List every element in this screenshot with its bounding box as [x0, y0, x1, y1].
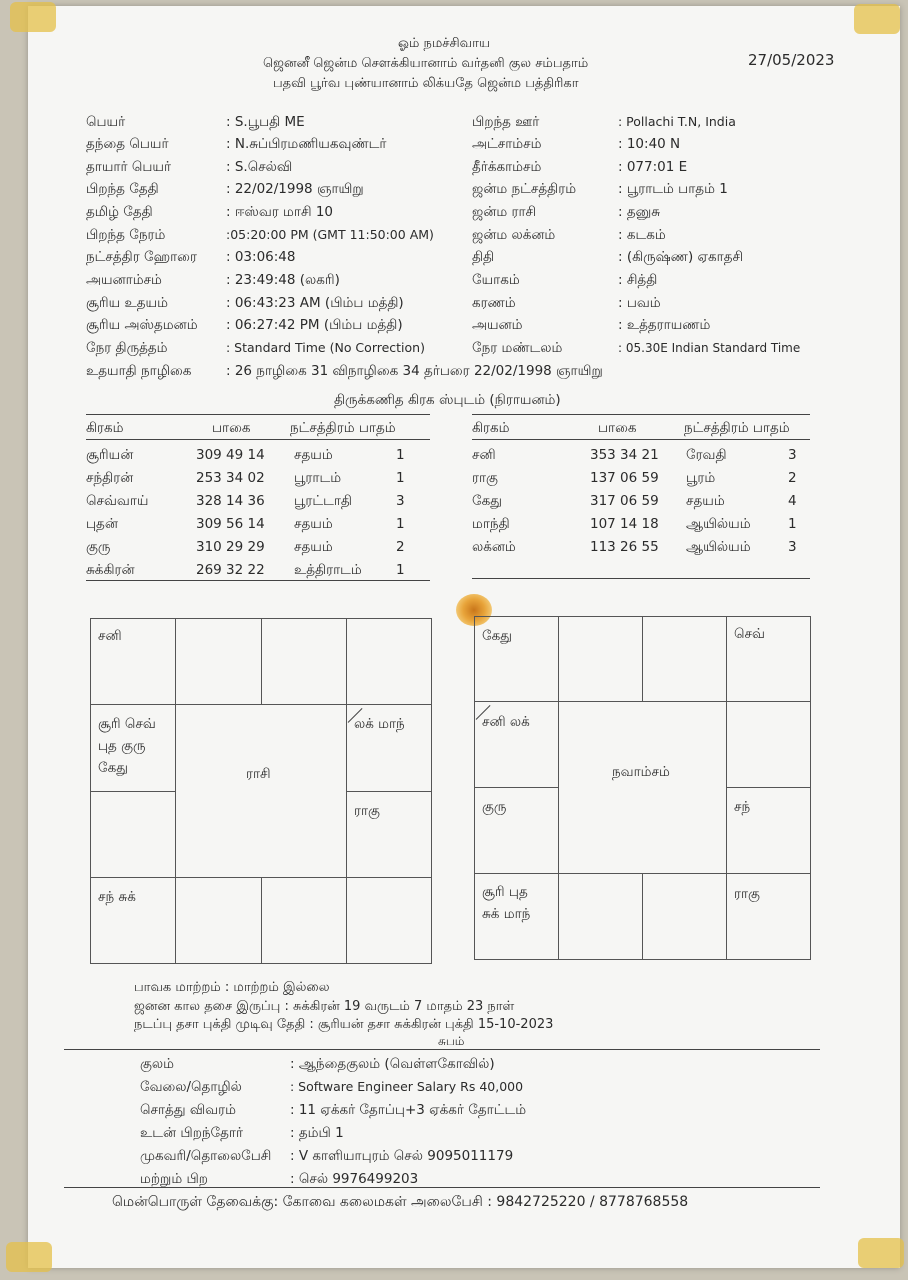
row-degree: 269 32 22: [196, 562, 265, 578]
detail-label: ஜன்ம ராசி: [472, 204, 537, 220]
navamsa-house-10-line2: சுக் மாந்: [482, 906, 531, 922]
detail-label: அட்சாம்சம்: [472, 136, 542, 152]
detail-label: திதி: [472, 249, 495, 265]
rasi-house-1: சனி: [98, 628, 122, 644]
col-header-degree: பாகை: [598, 420, 637, 436]
detail-label: கரணம்: [472, 295, 516, 311]
detail-value: : 06:43:23 AM (பிம்ப மத்தி): [226, 295, 404, 311]
row-planet: புதன்: [86, 516, 118, 532]
navamsa-center: நவாம்சம்: [612, 764, 670, 780]
detail-value: : V காளியாபுரம் செல் 9095011179: [290, 1148, 514, 1164]
detail-value: : Software Engineer Salary Rs 40,000: [290, 1079, 524, 1094]
row-degree: 353 34 21: [590, 447, 659, 463]
row-planet: சூரியன்: [86, 447, 134, 463]
row-planet: சந்திரன்: [86, 470, 134, 486]
row-star: உத்திராடம்: [294, 562, 362, 578]
table-rule: [86, 580, 430, 581]
col-header-planet: கிரகம்: [86, 420, 124, 436]
detail-value: :05:20:00 PM (GMT 11:50:00 AM): [226, 227, 434, 242]
detail-label: பிறந்த நேரம்: [86, 227, 166, 243]
current-dasa: நடப்பு தசா புக்தி முடிவு தேதி : சூரியன் தசா சுக்கிரன் புக்தி 15-10-2023: [134, 1017, 554, 1032]
row-star: சதயம்: [294, 447, 333, 463]
detail-label: பிறந்த ஊர்: [472, 114, 540, 130]
detail-label: ஜன்ம லக்னம்: [472, 227, 556, 243]
udayadi-value: : 26 நாழிகை 31 விநாழிகை 34 தர்பரை 22/02/1998 ஞாயிறு: [226, 363, 603, 379]
detail-label: மற்றும் பிற: [140, 1171, 208, 1187]
detail-value: : N.சுப்பிரமணியகவுண்டர்: [226, 136, 387, 152]
row-pada: 1: [396, 447, 405, 463]
tape: [6, 1242, 52, 1272]
detail-value: : (கிருஷ்ண) ஏகாதசி: [618, 249, 744, 265]
detail-value: : 22/02/1998 ஞாயிறு: [226, 181, 364, 197]
detail-label: தாயார் பெயர்: [86, 159, 172, 175]
row-degree: 310 29 29: [196, 539, 265, 555]
detail-value: : Standard Time (No Correction): [226, 340, 425, 355]
detail-label: அயனாம்சம்: [86, 272, 162, 288]
row-degree: 107 14 18: [590, 516, 659, 532]
row-planet: குரு: [86, 539, 111, 555]
detail-value: : Pollachi T.N, India: [618, 114, 736, 129]
planet-table-title: திருக்கணித கிரக ஸ்புடம் (நிராயனம்): [334, 392, 561, 408]
detail-value: : சித்தி: [618, 272, 658, 288]
navamsa-house-11: குரு: [482, 799, 507, 815]
navamsa-house-10-line1: சூரி புத: [482, 884, 528, 900]
row-degree: 317 06 59: [590, 493, 659, 509]
detail-value: : 06:27:42 PM (பிம்ப மத்தி): [226, 317, 403, 333]
tape: [854, 4, 900, 34]
tape: [10, 2, 56, 32]
table-rule: [472, 414, 810, 415]
print-date: 27/05/2023: [748, 51, 835, 69]
detail-value: : 10:40 N: [618, 136, 681, 152]
detail-label: தந்தை பெயர்: [86, 136, 169, 152]
row-pada: 1: [396, 470, 405, 486]
navamsa-house-4: செவ்: [734, 626, 765, 642]
detail-label: உடன் பிறந்தோர்: [140, 1125, 244, 1141]
col-header-planet: கிரகம்: [472, 420, 510, 436]
detail-value: : தனுசு: [618, 204, 661, 220]
detail-label: நேர மண்டலம்: [472, 340, 563, 356]
row-planet: கேது: [472, 493, 502, 509]
detail-label: சொத்து விவரம்: [140, 1102, 236, 1118]
section-rule: [64, 1187, 820, 1188]
detail-value: : 23:49:48 (லகரி): [226, 272, 340, 288]
detail-value: : கடகம்: [618, 227, 666, 243]
table-rule: [86, 414, 430, 415]
navamsa-house-1: கேது: [482, 628, 512, 644]
row-star: சதயம்: [294, 539, 333, 555]
row-degree: 309 49 14: [196, 447, 265, 463]
row-planet: ராகு: [472, 470, 498, 486]
row-pada: 2: [396, 539, 405, 555]
table-rule: [472, 439, 810, 440]
row-pada: 1: [788, 516, 797, 532]
header-line3: பதவி பூர்வ புண்யானாம் லிக்யதே ஜென்ம பத்திரிகா: [273, 76, 579, 91]
col-header-star: நட்சத்திரம் பாதம்: [290, 420, 396, 436]
rasi-house-12-line3: கேது: [98, 760, 128, 776]
row-degree: 137 06 59: [590, 470, 659, 486]
row-pada: 3: [396, 493, 405, 509]
detail-value: : S.செல்வி: [226, 159, 293, 175]
navamsa-house-7: ராகு: [734, 886, 760, 902]
row-star: சதயம்: [686, 493, 725, 509]
horoscope-sheet: [28, 6, 900, 1268]
detail-label: தீர்க்காம்சம்: [472, 159, 542, 175]
detail-label: பெயர்: [86, 114, 126, 130]
tape: [858, 1238, 904, 1268]
bhava-change: பாவக மாற்றம் : மாற்றம் இல்லை: [134, 980, 330, 995]
detail-value: : செல் 9976499203: [290, 1171, 419, 1187]
rasi-house-12-line2: புத குரு: [98, 738, 146, 754]
col-header-star: நட்சத்திரம் பாதம்: [684, 420, 790, 436]
row-star: பூரட்டாதி: [294, 493, 352, 509]
detail-label: குலம்: [140, 1056, 174, 1072]
software-credit: மென்பொருள் தேவைக்கு: கோவை கலைமகள் அலைபேசி : 9842725220 / 8778768558: [112, 1194, 689, 1210]
row-star: சதயம்: [294, 516, 333, 532]
detail-label: ஜன்ம நட்சத்திரம்: [472, 181, 577, 197]
row-degree: 253 34 02: [196, 470, 265, 486]
header-line2: ஜெனனீ ஜென்ம சௌக்கியானாம் வர்தனி குல சம்பதாம்: [263, 56, 589, 71]
table-rule: [86, 439, 430, 440]
row-pada: 3: [788, 447, 797, 463]
udayadi-label: உதயாதி நாழிகை: [86, 363, 192, 379]
table-rule: [472, 578, 810, 579]
rasi-center: ராசி: [246, 766, 271, 782]
row-star: பூரம்: [686, 470, 716, 486]
row-pada: 3: [788, 539, 797, 555]
detail-value: : தம்பி 1: [290, 1125, 344, 1141]
detail-value: : பவம்: [618, 295, 661, 311]
section-rule: [64, 1049, 820, 1050]
navamsa-house-12: சனி லக்: [482, 714, 530, 730]
detail-label: நட்சத்திர ஹோரை: [86, 249, 197, 265]
detail-value: : S.பூபதி ME: [226, 114, 305, 130]
row-pada: 2: [788, 470, 797, 486]
col-header-degree: பாகை: [212, 420, 251, 436]
row-planet: சனி: [472, 447, 496, 463]
detail-value: : 11 ஏக்கர் தோப்பு+3 ஏக்கர் தோட்டம்: [290, 1102, 527, 1118]
row-planet: சுக்கிரன்: [86, 562, 135, 578]
detail-value: : ஈஸ்வர மாசி 10: [226, 204, 334, 220]
detail-label: யோகம்: [472, 272, 520, 288]
detail-label: நேர திருத்தம்: [86, 340, 168, 356]
row-star: பூராடம்: [294, 470, 342, 486]
row-planet: செவ்வாய்: [86, 493, 149, 509]
row-pada: 1: [396, 516, 405, 532]
detail-label: முகவரி/தொலைபேசி: [140, 1148, 272, 1164]
detail-value: : 077:01 E: [618, 159, 688, 175]
detail-label: சூரிய உதயம்: [86, 295, 168, 311]
row-degree: 328 14 36: [196, 493, 265, 509]
detail-label: வேலை/தொழில்: [140, 1079, 242, 1095]
navamsa-house-6: சந்: [734, 799, 751, 815]
detail-label: சூரிய அஸ்தமனம்: [86, 317, 198, 333]
dasa-balance: ஜனன கால தசை இருப்பு : சுக்கிரன் 19 வருடம் 7 மாதம் 23 நாள்: [134, 999, 515, 1014]
rasi-house-12-line1: சூரி செவ்: [98, 716, 156, 732]
row-star: ஆயில்யம்: [686, 516, 751, 532]
row-planet: மாந்தி: [472, 516, 510, 532]
rasi-house-leo: ராகு: [354, 803, 380, 819]
header-line1: ஓம் நமச்சிவாய: [398, 36, 491, 51]
detail-label: தமிழ் தேதி: [86, 204, 153, 220]
detail-value: : 05.30E Indian Standard Time: [618, 341, 801, 355]
row-pada: 1: [396, 562, 405, 578]
row-degree: 113 26 55: [590, 539, 659, 555]
detail-value: : பூராடம் பாதம் 1: [618, 181, 728, 197]
detail-label: பிறந்த தேதி: [86, 181, 159, 197]
detail-value: : உத்தராயணம்: [618, 317, 711, 333]
row-star: ரேவதி: [686, 447, 727, 463]
detail-value: : 03:06:48: [226, 249, 296, 265]
row-planet: லக்னம்: [472, 539, 516, 555]
rasi-house-sagittarius: சந் சுக்: [98, 889, 136, 905]
row-degree: 309 56 14: [196, 516, 265, 532]
rasi-house-cancer: லக் மாந்: [354, 716, 405, 732]
detail-value: : ஆந்தைகுலம் (வெள்ளகோவில்): [290, 1056, 495, 1072]
shubam: சுபம்: [438, 1034, 465, 1048]
row-pada: 4: [788, 493, 797, 509]
row-star: ஆயில்யம்: [686, 539, 751, 555]
detail-label: அயனம்: [472, 317, 523, 333]
